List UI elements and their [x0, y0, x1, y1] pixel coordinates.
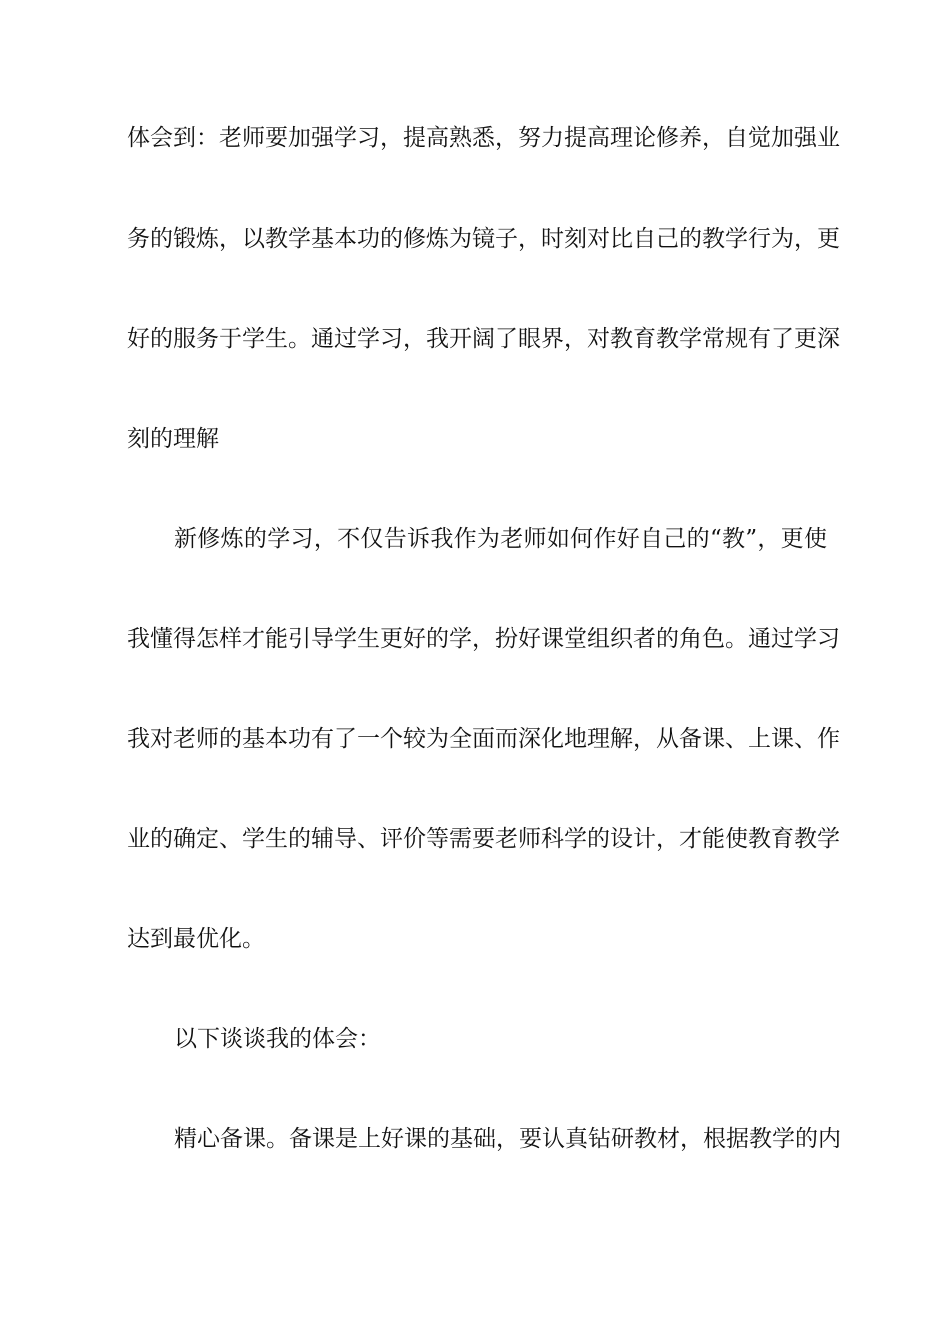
paragraph-line: 我懂得怎样才能引导学生更好的学，扮好课堂组织者的角色。通过学习: [127, 626, 840, 652]
paragraph-line: 新修炼的学习，不仅告诉我作为老师如何作好自己的“教”，更使: [174, 526, 827, 552]
paragraph-line: 业的确定、学生的辅导、评价等需要老师科学的设计，才能使教育教学: [127, 826, 840, 852]
paragraph-line: 务的锻炼，以教学基本功的修炼为镜子，时刻对比自己的教学行为，更: [127, 226, 840, 252]
paragraph-line: 体会到：老师要加强学习，提高熟悉，努力提高理论修养，自觉加强业: [127, 125, 840, 151]
paragraph-line: 我对老师的基本功有了一个较为全面而深化地理解，从备课、上课、作: [127, 726, 840, 752]
paragraph-line: 精心备课。备课是上好课的基础，要认真钻研教材，根据教学的内: [174, 1126, 841, 1152]
paragraph-line: 达到最优化。: [127, 926, 265, 952]
paragraph-line: 以下谈谈我的体会：: [174, 1026, 381, 1052]
paragraph-line: 好的服务于学生。通过学习，我开阔了眼界，对教育教学常规有了更深: [127, 326, 840, 352]
paragraph-line: 刻的理解: [127, 426, 219, 452]
